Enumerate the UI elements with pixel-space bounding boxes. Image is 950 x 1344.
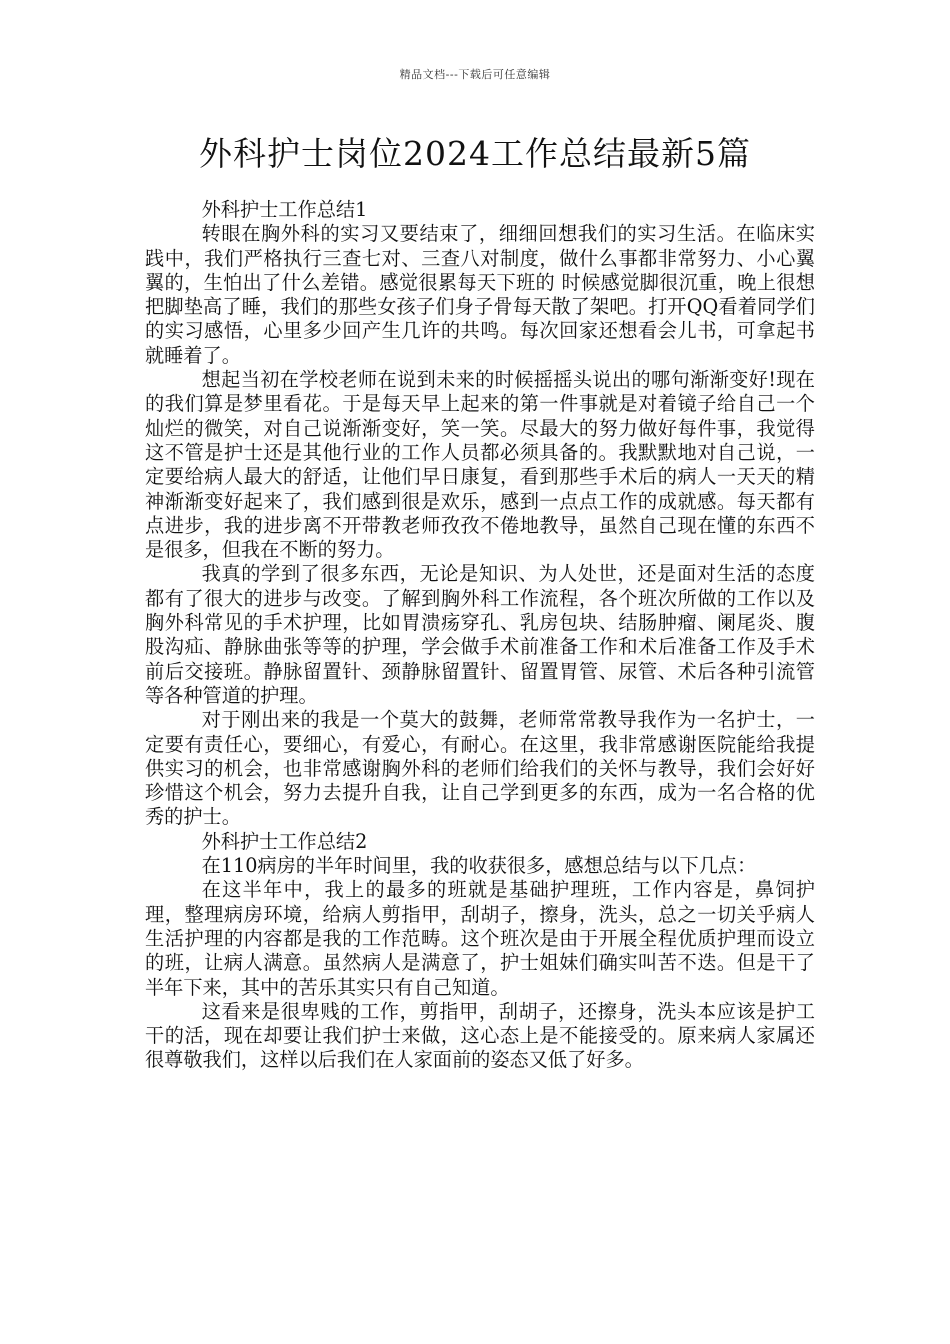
paragraph: 在这半年中，我上的最多的班就是基础护理班，工作内容是，鼻饲护理，整理病房环境，给病人剪指甲，刮胡子，擦身，洗头，总之一切关乎病人生活护理的内容都是我的工作范畴。这个班次是由于开展全程优质护理而设立的班，让病人满意。虽然病人是满意了，护士姐妹们确实叫苦不迭。但是干了半年下来，其中的苦乐其实只有自己知道。 — [145, 878, 815, 999]
header-note: 精品文档---下载后可任意编辑 — [399, 68, 551, 81]
paragraph: 想起当初在学校老师在说到未来的时候摇摇头说出的哪句渐渐变好!现在的我们算是梦里看花。于是每天早上起来的第一件事就是对着镜子给自己一个灿烂的微笑，对自己说渐渐变好，笑一笑。尽最大的努力做好每件事，我觉得这不管是护士还是其他行业的工作人员都必须具备的。我默默地对自己说，一定要给病人最大的舒适，让他们早日康复，看到那些手术后的病人一天天的精神渐渐变好起来了，我们感到很是欢乐，感到一点点工作的成就感。每天都有点进步，我的进步离不开带教老师孜孜不倦地教导，虽然自己现在懂的东西不是很多，但我在不断的努力。 — [145, 368, 815, 562]
paragraph: 转眼在胸外科的实习又要结束了，细细回想我们的实习生活。在临床实践中，我们严格执行三查七对、三查八对制度，做什么事都非常努力、小心翼翼的，生怕出了什么差错。感觉很累每天下班的 时候感觉脚很沉重，晚上很想把脚垫高了睡，我们的那些女孩子们身子骨每天散了架吧。打开QQ看着同学们的实习感悟，心里多少回产生几许的共鸣。每次回家还想看会儿书，可拿起书就睡着了。 — [145, 222, 815, 367]
document-title: 外科护士岗位2024工作总结最新5篇 — [199, 134, 751, 173]
section-heading-1: 外科护士工作总结1 — [201, 198, 368, 221]
paragraph: 对于刚出来的我是一个莫大的鼓舞，老师常常教导我作为一名护士，一定要有责任心，要细心，有爱心，有耐心。在这里，我非常感谢医院能给我提供实习的机会，也非常感谢胸外科的老师们给我们的关怀与教导，我们会好好珍惜这个机会，努力去提升自我，让自己学到更多的东西，成为一名合格的优秀的护士。 — [145, 708, 815, 829]
paragraph: 我真的学到了很多东西，无论是知识、为人处世，还是面对生活的态度都有了很大的进步与改变。了解到胸外科工作流程，各个班次所做的工作以及胸外科常见的手术护理，比如胃溃疡穿孔、乳房包块、结肠肿瘤、阑尾炎、腹股沟疝、静脉曲张等等的护理，学会做手术前准备工作和术后准备工作及手术前后交接班。静脉留置针、颈静脉留置针、留置胃管、尿管、术后各种引流管等各种管道的护理。 — [145, 562, 815, 707]
section-heading-2: 外科护士工作总结2 — [201, 829, 368, 853]
document-body — [145, 198, 815, 1073]
paragraph: 在110病房的半年时间里，我的收获很多，感想总结与以下几点： — [201, 854, 757, 878]
paragraph: 这看来是很卑贱的工作，剪指甲，刮胡子，还擦身，洗头本应该是护工干的活，现在却要让我们护士来做，这心态上是不能接受的。原来病人家属还很尊敬我们，这样以后我们在人家面前的姿态又低了好多。 — [145, 999, 815, 1072]
